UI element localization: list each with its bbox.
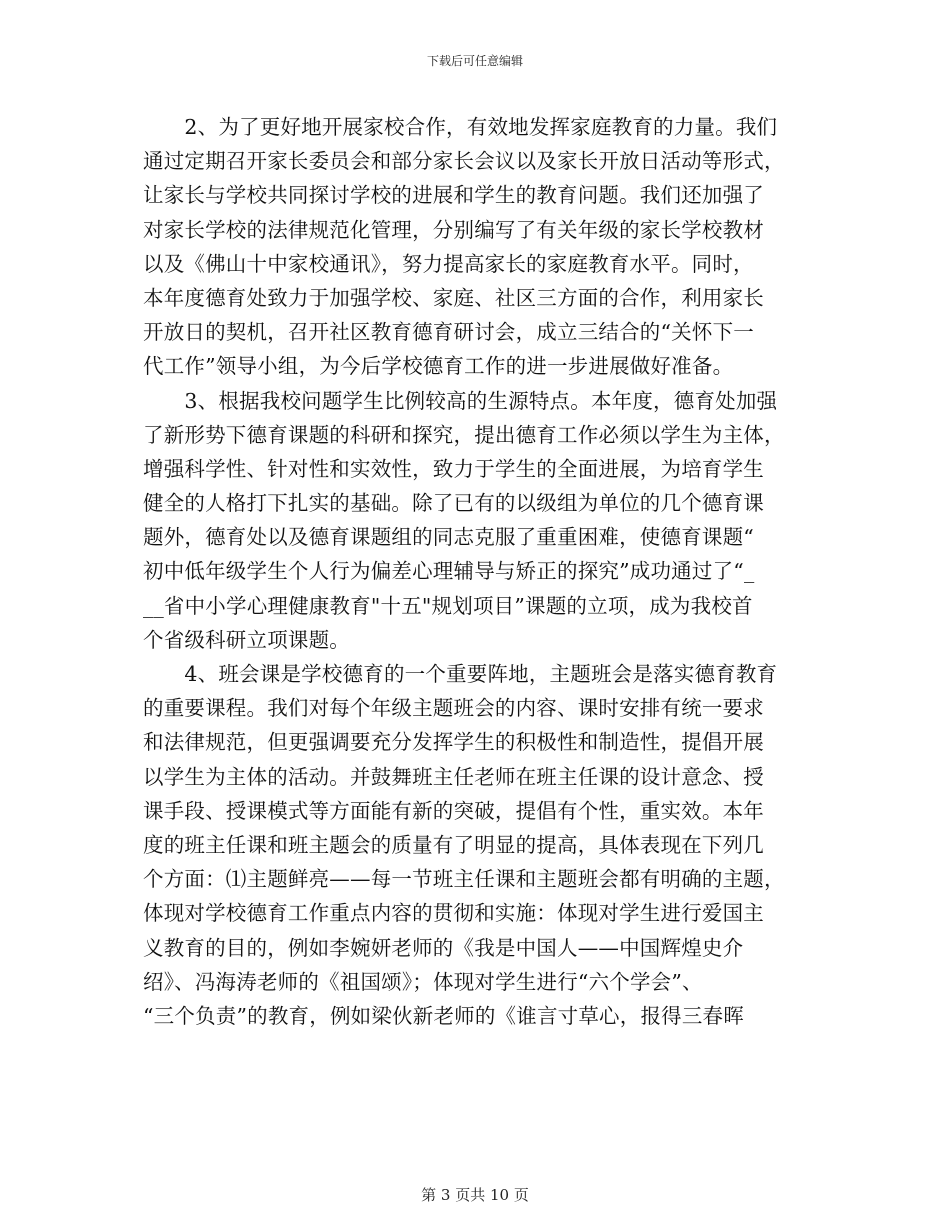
text-line: 体现对学校德育工作重点内容的贯彻和实施：体现对学生进行爱国主 — [143, 901, 764, 926]
text-line: 让家长与学校共同探讨学校的进展和学生的教育问题。我们还加强了 — [143, 183, 764, 208]
text-line: 课手段、授课模式等方面能有新的突破，提倡有个性，重实效。本年 — [143, 798, 764, 823]
page-header: 下载后可任意编辑 — [426, 54, 523, 68]
text-line: 开放日的契机，召开社区教育德育研讨会，成立三结合的“关怀下一 — [143, 320, 754, 345]
text-line: 了新形势下德育课题的科研和探究，提出德育工作必须以学生为主体， — [143, 422, 785, 447]
text-line: 以及《佛山十中家校通讯》，努力提高家长的家庭教育水平。同时， — [143, 251, 754, 276]
text-line: 通过定期召开家长委员会和部分家长会议以及家长开放日活动等形式， — [143, 149, 785, 174]
text-line: 个方面：⑴主题鲜亮——每一节班主任课和主题班会都有明确的主题， — [143, 867, 785, 892]
text-line: 初中低年级学生个人行为偏差心理辅导与矫正的探究”成功通过了“_ — [143, 559, 755, 584]
text-line: 本年度德育处致力于加强学校、家庭、社区三方面的合作，利用家长 — [143, 285, 764, 310]
text-line: 度的班主任课和班主题会的质量有了明显的提高，具体表现在下列几 — [143, 832, 764, 857]
text-line: 代工作”领导小组，为今后学校德育工作的进一步进展做好准备。 — [143, 354, 734, 379]
text-line: 4、班会课是学校德育的一个重要阵地，主题班会是落实德育教育 — [143, 662, 778, 686]
text-line: “三个负责”的教育，例如梁伙新老师的《谁言寸草心，报得三春晖 — [143, 1003, 744, 1028]
text-line: 个省级科研立项课题。 — [143, 627, 350, 652]
page-footer: 第 3 页共 10 页 — [421, 1186, 529, 1204]
text-line: 义教育的目的，例如李婉妍老师的《我是中国人——中国辉煌史介 — [143, 935, 744, 960]
document-body — [143, 110, 811, 1033]
text-line: 对家长学校的法律规范化管理，分别编写了有关年级的家长学校教材 — [143, 217, 764, 242]
text-line: 绍》、冯海涛老师的《祖国颂》；体现对学生进行“六个学会”、 — [143, 969, 703, 994]
text-line: 题外，德育处以及德育课题组的同志克服了重重困难，使德育课题“ — [143, 525, 754, 550]
text-line: 2、为了更好地开展家校合作，有效地发挥家庭教育的力量。我们 — [143, 115, 778, 139]
text-line: 和法律规范，但更强调要充分发挥学生的积极性和制造性，提倡开展 — [143, 730, 764, 755]
text-line: 以学生为主体的活动。并鼓舞班主任老师在班主任课的设计意念、授 — [143, 764, 764, 789]
text-line: 增强科学性、针对性和实效性，致力于学生的全面进展，为培育学生 — [143, 456, 764, 481]
text-line: 3、根据我校问题学生比例较高的生源特点。本年度，德育处加强 — [143, 388, 778, 413]
text-line: 的重要课程。我们对每个年级主题班会的内容、课时安排有统一要求 — [143, 696, 764, 721]
text-line: 健全的人格打下扎实的基础。除了已有的以级组为单位的几个德育课 — [143, 491, 764, 516]
text-line: __省中小学心理健康教育"十五"规划项目”课题的立项，成为我校首 — [143, 593, 753, 618]
